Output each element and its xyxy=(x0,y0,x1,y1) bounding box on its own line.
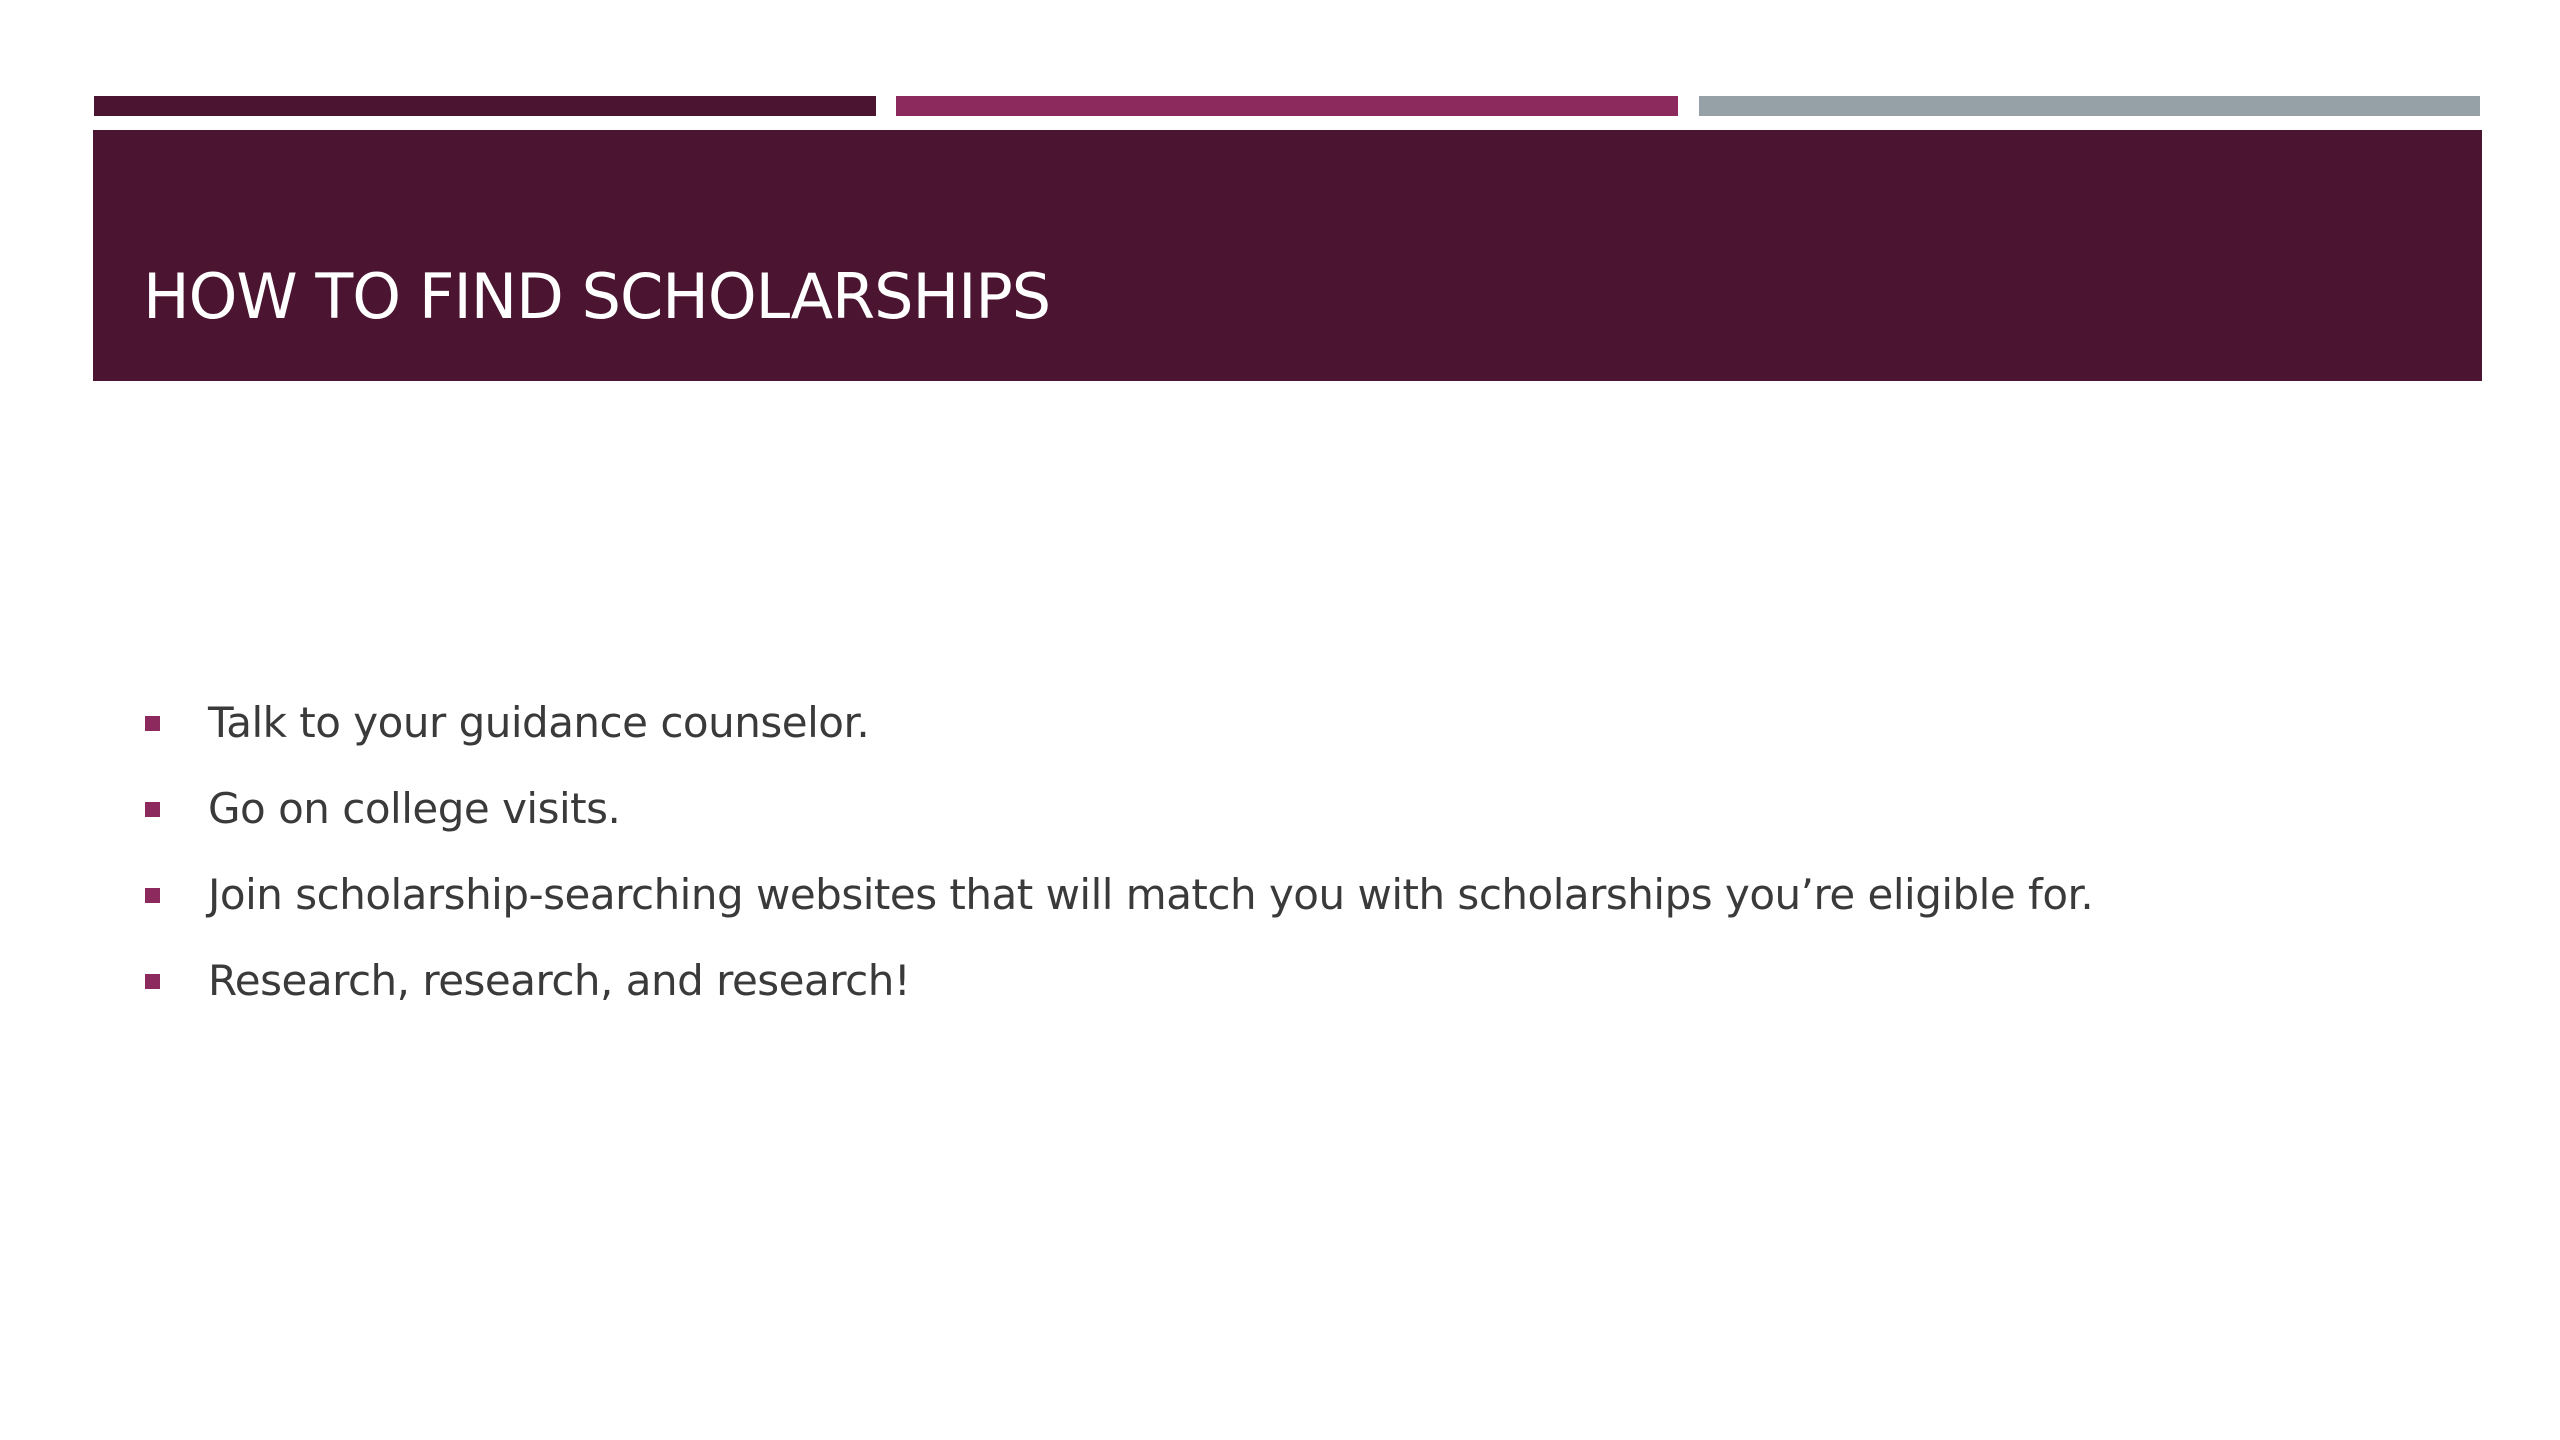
square-bullet-icon xyxy=(145,716,160,731)
square-bullet-icon xyxy=(145,974,160,989)
list-item xyxy=(145,693,2395,753)
bullet-text: Research, research, and research! xyxy=(208,956,911,1005)
list-item xyxy=(145,865,2395,925)
title-band xyxy=(93,130,2482,381)
list-item xyxy=(145,779,2395,839)
accent-bar-gray xyxy=(1699,96,2480,116)
slide-title: HOW TO FIND SCHOLARSHIPS xyxy=(143,260,1051,333)
square-bullet-icon xyxy=(145,802,160,817)
accent-bar-magenta xyxy=(896,96,1678,116)
bullet-list xyxy=(145,693,2395,1037)
list-item xyxy=(145,951,2395,1011)
bullet-text: Go on college visits. xyxy=(208,784,621,833)
bullet-text: Join scholarship-searching websites that will match you with scholarships you’re eligible for. xyxy=(208,870,2094,919)
bullet-text: Talk to your guidance counselor. xyxy=(208,698,870,747)
accent-bar-dark xyxy=(94,96,876,116)
square-bullet-icon xyxy=(145,888,160,903)
